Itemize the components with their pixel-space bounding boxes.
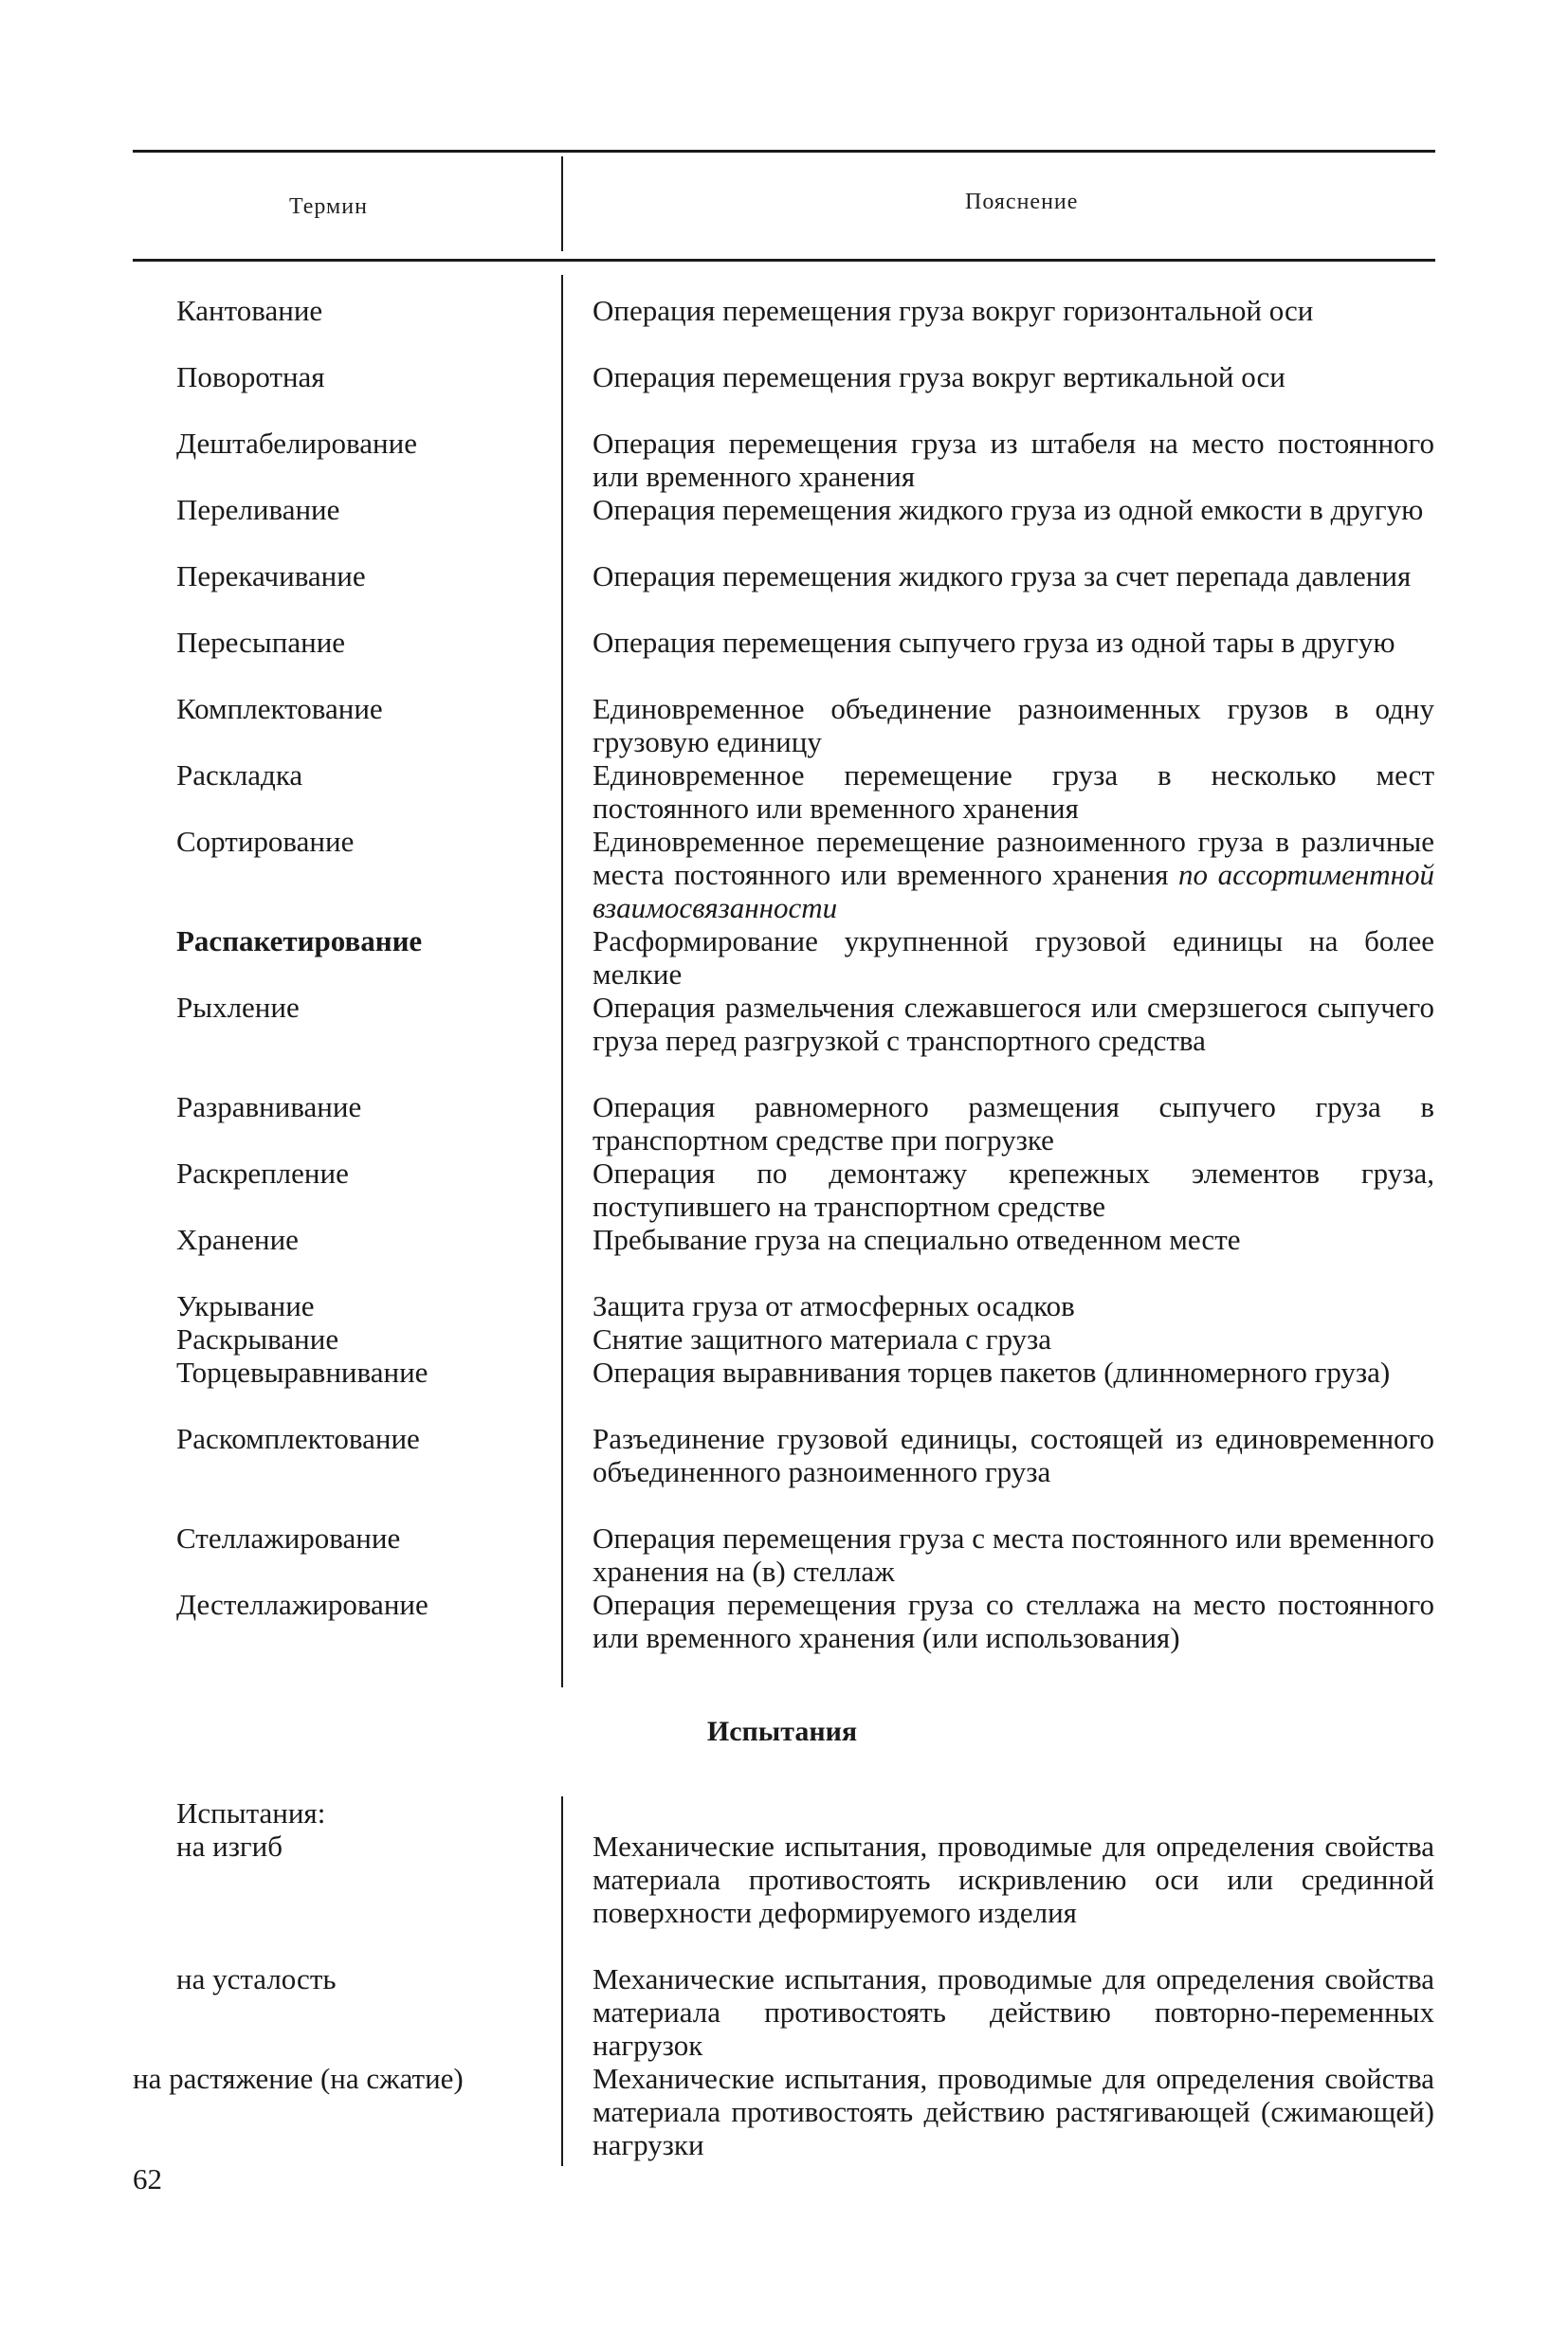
- explanation: Операция перемещения груза вокруг вертикальной оси: [593, 360, 1285, 393]
- explanation: Защита груза от атмосферных осадков: [593, 1289, 1075, 1322]
- column-divider-main: [561, 275, 563, 1687]
- tests-heading: Испытания:: [176, 1796, 326, 1830]
- term: Торцевыравнивание: [176, 1356, 428, 1389]
- term: Пересыпание: [176, 626, 346, 659]
- explanation: Операция перемещения груза с места постоянного или временного хранения на (в) стеллаж: [593, 1521, 1434, 1588]
- term: Раскрепление: [176, 1157, 349, 1190]
- term: Хранение: [176, 1223, 299, 1256]
- term: на растяжение (на сжатие): [133, 2062, 464, 2095]
- term: Раскрывание: [176, 1322, 339, 1356]
- explanation: Механические испытания, проводимые для определения свойства материала противостоять искривлению оси или срединной поверхности деформируемого изделия: [593, 1830, 1434, 1929]
- term: Поворотная: [176, 360, 325, 393]
- term: на усталость: [176, 1962, 337, 1995]
- explanation: Единовременное перемещение разноименного груза в различные места постоянного или временного хранения по ассортиментной взаимосвязанности: [593, 825, 1434, 924]
- header-divider: [561, 156, 563, 251]
- explanation: Операция выравнивания торцев пакетов (длинномерного груза): [593, 1356, 1391, 1389]
- term: Стеллажирование: [176, 1521, 401, 1555]
- explanation: Единовременное перемещение груза в несколько мест постоянного или временного хранения: [593, 758, 1434, 825]
- term: Разравнивание: [176, 1090, 362, 1123]
- explanation: Операция равномерного размещения сыпучего груза в транспортном средстве при погрузке: [593, 1090, 1434, 1157]
- term: Комплектование: [176, 692, 383, 725]
- term: Укрывание: [176, 1289, 315, 1322]
- header-bottom-rule: [133, 259, 1435, 262]
- explanation: Механические испытания, проводимые для определения свойства материала противостоять действию повторно-переменных нагрузок: [593, 1962, 1434, 2062]
- term: Рыхление: [176, 991, 300, 1024]
- header-term: Термин: [289, 194, 368, 219]
- term: Дештабелирование: [176, 427, 417, 460]
- explanation: Снятие защитного материала с груза: [593, 1322, 1052, 1356]
- explanation: Механические испытания, проводимые для определения свойства материала противостоять действию растягивающей (сжимающей) нагрузки: [593, 2062, 1434, 2161]
- term: Переливание: [176, 493, 340, 526]
- page-number: 62: [133, 2162, 162, 2195]
- explanation: Пребывание груза на специально отведенном месте: [593, 1223, 1241, 1256]
- term: Раскладка: [176, 758, 303, 792]
- explanation: Операция перемещения груза со стеллажа на место постоянного или временного хранения (или использования): [593, 1588, 1434, 1654]
- explanation: Операция перемещения жидкого груза за счет перепада давления: [593, 559, 1412, 592]
- explanation: Операция перемещения груза из штабеля на место постоянного или временного хранения: [593, 427, 1434, 493]
- term: Распакетирование: [176, 924, 423, 957]
- column-divider-tests: [561, 1796, 563, 2166]
- header-explanation: Пояснение: [965, 190, 1079, 214]
- explanation: Операция по демонтажу крепежных элементов груза, поступившего на транспортном средстве: [593, 1157, 1434, 1223]
- explanation: Операция перемещения груза вокруг горизонтальной оси: [593, 294, 1314, 327]
- term: Дестеллажирование: [176, 1588, 428, 1621]
- explanation: Единовременное объединение разноименных грузов в одну грузовую единицу: [593, 692, 1434, 758]
- explanation: Расформирование укрупненной грузовой единицы на более мелкие: [593, 924, 1434, 991]
- term: на изгиб: [176, 1830, 283, 1863]
- explanation: Разъединение грузовой единицы, состоящей из единовременного объединенного разноименного груза: [593, 1422, 1434, 1488]
- section-title: Испытания: [706, 1716, 858, 1747]
- explanation: Операция перемещения жидкого груза из одной емкости в другую: [593, 493, 1424, 526]
- term: Кантование: [176, 294, 323, 327]
- top-rule: [133, 150, 1435, 153]
- explanation-italic: по ассортиментной взаимосвязанности: [593, 858, 1434, 924]
- term: Перекачивание: [176, 559, 366, 592]
- term: Сортирование: [176, 825, 355, 858]
- explanation: Операция перемещения сыпучего груза из одной тары в другую: [593, 626, 1395, 659]
- explanation: Операция размельчения слежавшегося или смерзшегося сыпучего груза перед разгрузкой с транспортного средства: [593, 991, 1434, 1057]
- term: Раскомплектование: [176, 1422, 420, 1455]
